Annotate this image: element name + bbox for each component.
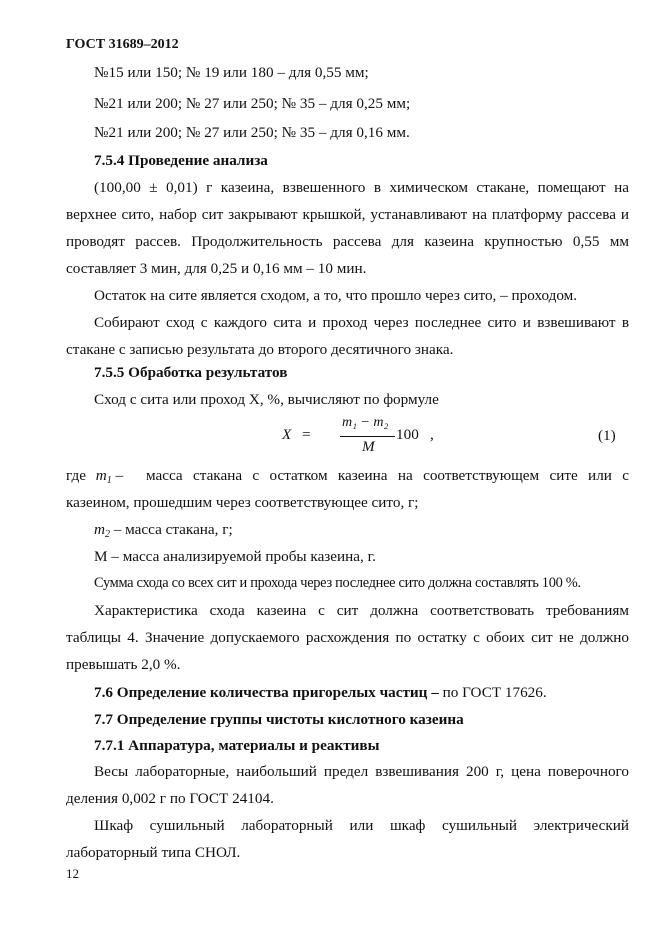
paragraph-line: лабораторный типа СНОЛ. bbox=[66, 844, 241, 861]
where-prefix: где bbox=[66, 467, 86, 484]
paragraph-line: стакане с записью результата до второго десятичного знака. bbox=[66, 341, 454, 358]
paragraph-line: верхнее сито, набор сит закрывают крышкой, устанавливают на платформу рассева и bbox=[66, 206, 629, 223]
formula-factor: 100 bbox=[396, 426, 419, 443]
document-header: ГОСТ 31689–2012 bbox=[66, 37, 179, 52]
formula-equals: = bbox=[302, 426, 311, 443]
paragraph-line: Собирают сход с каждого сита и проход через последнее сито и взвешивают в bbox=[94, 314, 629, 331]
m1-definition-cont: казеином, прошедшим через соответствующее сито, г; bbox=[66, 494, 419, 511]
formula-comma: , bbox=[430, 426, 434, 443]
symbol-m2: $m_2$ bbox=[94, 521, 110, 540]
where-M-line: М – масса анализируемой пробы казеина, г. bbox=[94, 548, 376, 565]
symbol-m1: $m_1$ bbox=[95, 467, 112, 486]
sieve-line-1: №15 или 150; № 19 или 180 – для 0,55 мм; bbox=[94, 64, 369, 81]
formula-numerator: m₁ − m₂ bbox=[342, 415, 389, 430]
paragraph-line: Характеристика схода казеина с сит должна соответствовать требованиям bbox=[94, 602, 629, 619]
formula-number: (1) bbox=[598, 427, 616, 444]
m2-definition: – масса стакана, г; bbox=[109, 521, 233, 538]
formula-intro: Сход с сита или проход Х, %, вычисляют по формуле bbox=[94, 391, 439, 408]
paragraph-line: проводят рассев. Продолжительность рассева для казеина крупностью 0,55 мм bbox=[66, 233, 629, 250]
section-7-5-5-heading: 7.5.5 Обработка результатов bbox=[94, 364, 288, 381]
formula-denominator: M bbox=[362, 438, 375, 455]
section-7-6-line bbox=[94, 684, 547, 702]
section-7-7-heading: 7.7 Определение группы чистоты кислотного казеина bbox=[94, 711, 464, 728]
section-7-5-4-heading: 7.5.4 Проведение анализа bbox=[94, 152, 268, 169]
paragraph-line: (100,00 ± 0,01) г казеина, взвешенного в химическом стакане, помещают на bbox=[94, 179, 629, 196]
fraction-bar bbox=[340, 436, 395, 437]
sieve-line-2: №21 или 200; № 27 или 250; № 35 – для 0,25 мм; bbox=[94, 95, 411, 112]
paragraph-line: таблицы 4. Значение допускаемого расхождения по остатку с обоих сит не должно bbox=[66, 629, 629, 646]
paragraph-line: превышать 2,0 %. bbox=[66, 656, 181, 673]
formula-1 bbox=[282, 415, 442, 457]
section-7-6-heading: 7.6 Определение количества пригорелых частиц – bbox=[94, 684, 439, 701]
symbol-dash: – bbox=[115, 467, 124, 484]
paragraph-line: Весы лабораторные, наибольший предел взвешивания 200 г, цена поверочного bbox=[94, 763, 629, 780]
where-m1-line bbox=[66, 467, 629, 486]
section-7-7-1-heading: 7.7.1 Аппаратура, материалы и реактивы bbox=[94, 737, 380, 754]
paragraph-line: деления 0,002 г по ГОСТ 24104. bbox=[66, 790, 274, 807]
m1-definition: масса стакана с остатком казеина на соответствующем сите или с bbox=[146, 467, 629, 484]
paragraph-line: Шкаф сушильный лабораторный или шкаф сушильный электрический bbox=[94, 817, 629, 834]
page-number: 12 bbox=[66, 866, 79, 881]
paragraph-line: составляет 3 мин, для 0,25 и 0,16 мм – 10 мин. bbox=[66, 260, 367, 277]
sieve-line-3: №21 или 200; № 27 или 250; № 35 – для 0,16 мм. bbox=[94, 124, 410, 141]
formula-lhs: X bbox=[282, 426, 292, 443]
section-7-6-ref: по ГОСТ 17626. bbox=[438, 684, 547, 701]
paragraph-line: Остаток на сите является сходом, а то, что прошло через сито, – проходом. bbox=[94, 287, 578, 304]
sum-requirement: Сумма схода со всех сит и прохода через последнее сито должна составлять 100 %. bbox=[94, 575, 581, 591]
where-m2-line bbox=[94, 521, 233, 540]
